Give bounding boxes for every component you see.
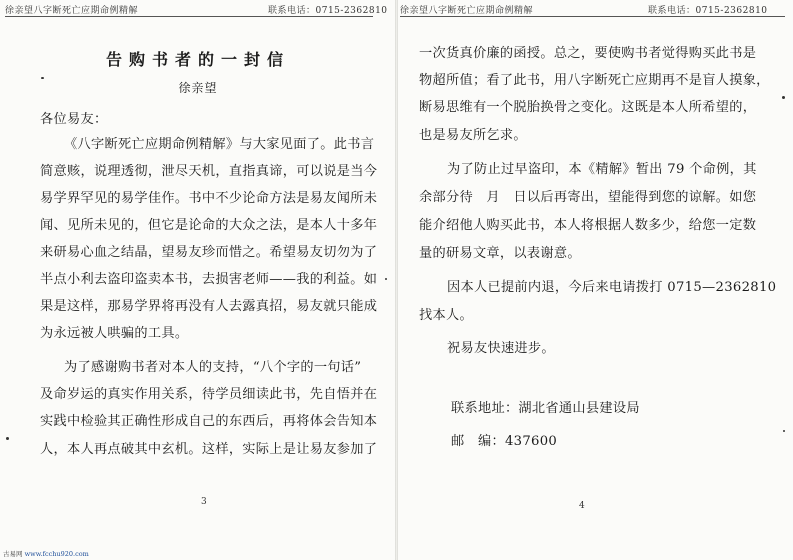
body-line: 来研易心血之结晶，望易友珍而惜之。希望易友切勿为了: [40, 245, 378, 260]
page-number: 3: [201, 497, 207, 507]
right-page: [397, 0, 793, 560]
body-line: 一次货真价廉的函授。总之，要使购书者觉得购买此书是: [419, 46, 757, 61]
body-line: 为永远被人哄骗的工具。: [40, 326, 189, 341]
right-header-rule: [400, 16, 785, 17]
body-line: 因本人已提前内退，今后来电请拨打 0715—2362810: [447, 280, 777, 295]
body-line: 果是这样，那易学界将再没有人去露真招，易友就只能成: [40, 299, 378, 314]
body-line: 《八字断死亡应期命例精解》与大家见面了。此书言: [64, 137, 375, 152]
body-line: 半点小利去盗印盗卖本书，去损害老师——我的利益。如: [40, 272, 378, 287]
body-line: 量的研易文章，以表谢意。: [419, 246, 581, 261]
body-line: 为了感谢购书者对本人的支持，“八个字的一句话”: [64, 360, 362, 375]
page-number: 4: [579, 501, 585, 511]
body-line: 祝易友快速进步。: [447, 341, 555, 356]
right-header-title: 徐亲望八字断死亡应期命例精解: [400, 6, 534, 16]
left-header-title: 徐亲望八字断死亡应期命例精解: [5, 6, 139, 16]
site-domain: www.fcchu920.com: [24, 550, 89, 558]
body-line: 能介绍他人购买此书，本人将根据人数多少，给您一定数: [419, 218, 757, 233]
body-line: 也是易友所乞求。: [419, 128, 527, 143]
scan-speck: [783, 430, 785, 432]
left-header-rule: [5, 16, 373, 17]
left-header-contact: 联系电话：0715-2362810: [268, 6, 388, 16]
left-page: [0, 0, 396, 560]
scan-speck: [782, 96, 785, 99]
letter-author: 徐亲望: [178, 81, 218, 95]
right-header-contact: 联系电话：0715-2362810: [648, 6, 768, 16]
scan-speck: [385, 278, 387, 280]
body-line: 各位易友：: [40, 112, 108, 127]
body-line: 及命岁运的真实作用关系，待学员细读此书，先自悟并在: [40, 387, 378, 402]
scan-speck: [41, 77, 44, 79]
body-line: 找本人。: [419, 308, 473, 323]
contact-address: 联系地址：湖北省通山县建设局: [451, 401, 640, 416]
scan-speck: [6, 437, 9, 440]
site-watermark: [3, 549, 89, 558]
body-line: 为了防止过早盗印，本《精解》暂出 79 个命例，其: [447, 162, 757, 177]
body-line: 闻、见所未见的，但它是论命的大众之法，是本人十多年: [40, 218, 378, 233]
letter-title: 告购书者的一封信: [105, 50, 290, 69]
body-line: 物超所值；看了此书，用八字断死亡应期再不是盲人摸象，: [419, 73, 770, 88]
body-line: 余部分待 月 日以后再寄出，望能得到您的谅解。如您: [419, 190, 757, 205]
site-name: 古易网: [3, 550, 23, 558]
postal-code: 邮 编：437600: [451, 434, 558, 449]
body-line: 简意赅，说理透彻，泄尽天机，直指真谛，可以说是当今: [40, 164, 378, 179]
body-line: 实践中检验其正确性形成自己的东西后，再将体会告知本: [40, 414, 378, 429]
body-line: 易学界罕见的易学佳作。书中不少论命方法是易友闻所未: [40, 191, 378, 206]
body-line: 断易思维有一个脱胎换骨之变化。这既是本人所希望的，: [419, 100, 757, 115]
body-line: 人，本人再点破其中玄机。这样，实际上是让易友参加了: [40, 442, 378, 457]
